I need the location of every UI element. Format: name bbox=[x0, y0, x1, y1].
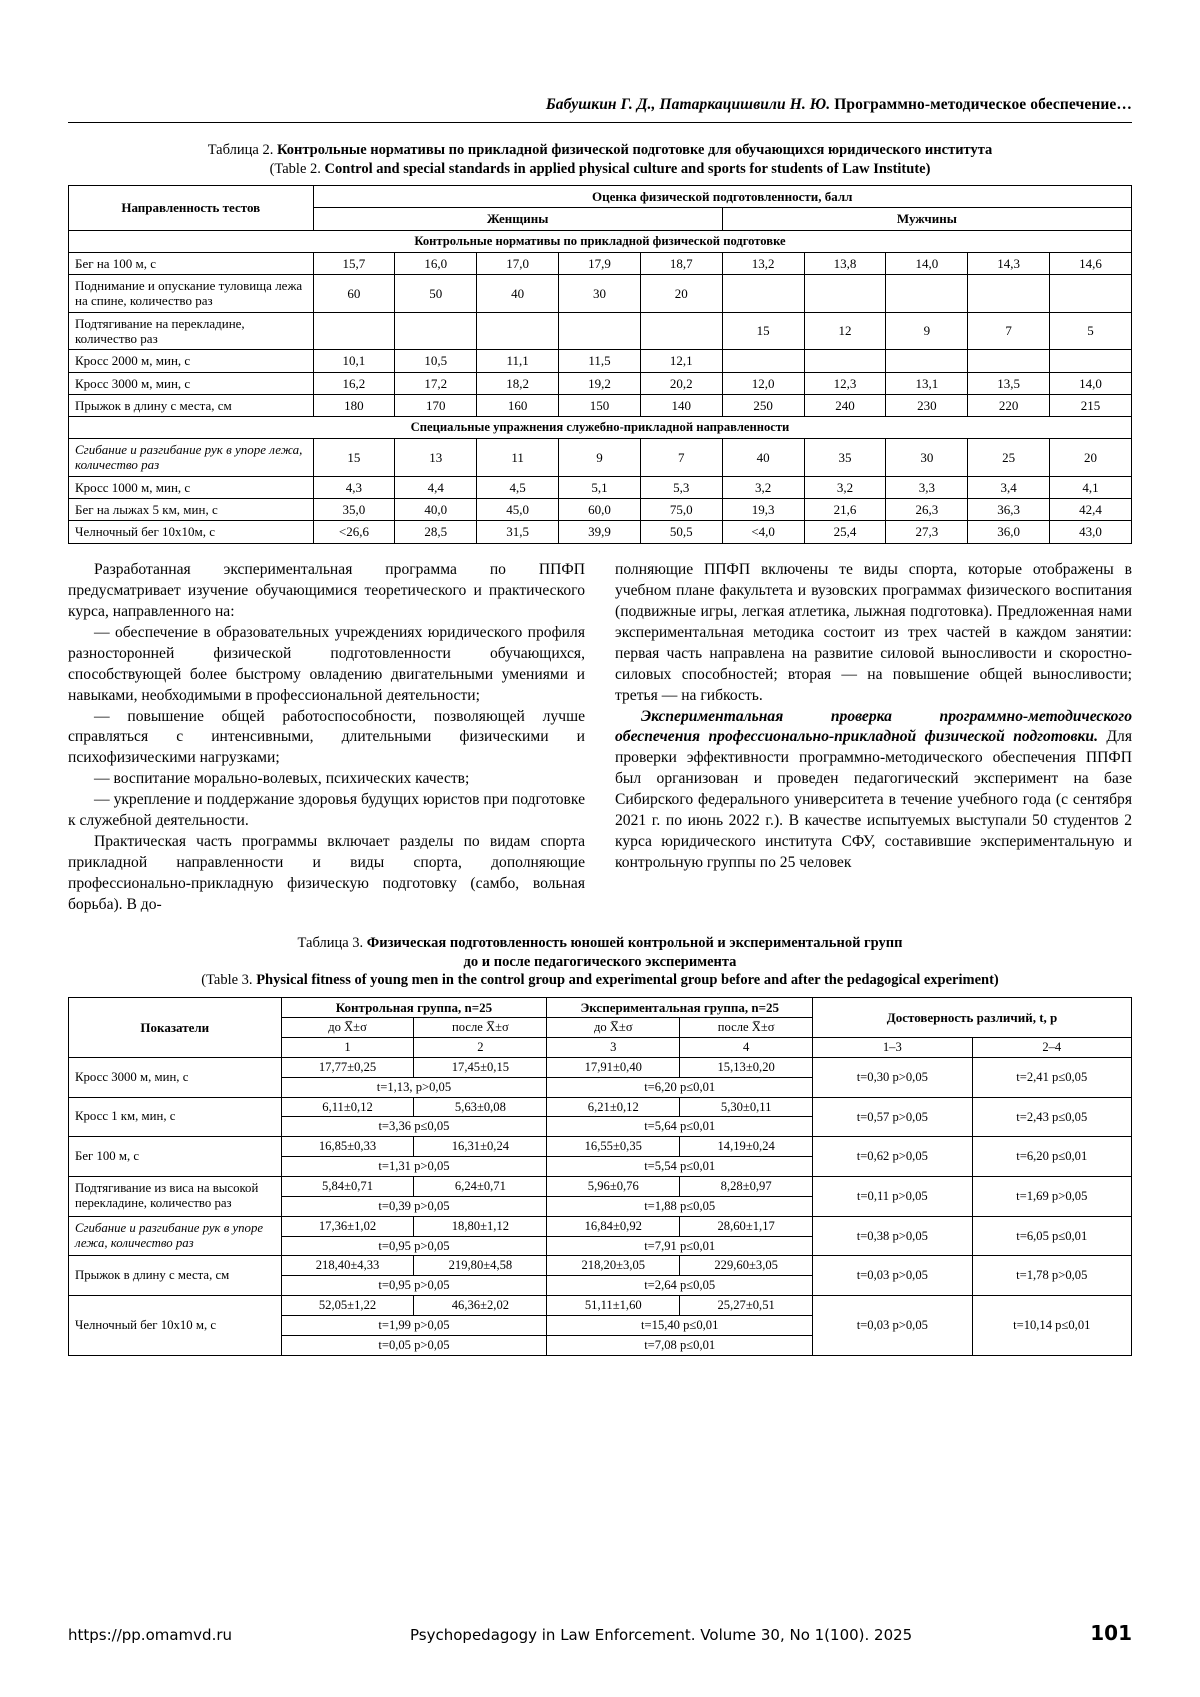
cell: 14,6 bbox=[1050, 252, 1132, 274]
th-col-4: 4 bbox=[680, 1038, 813, 1058]
cell: 7 bbox=[640, 439, 722, 477]
cell: 60 bbox=[313, 274, 395, 312]
running-head-title: Программно-методическое обеспечение… bbox=[830, 96, 1132, 113]
cell: 25 bbox=[968, 439, 1050, 477]
table-row bbox=[69, 1097, 1132, 1117]
cell: 16,2 bbox=[313, 372, 395, 394]
cell: 19,2 bbox=[559, 372, 641, 394]
th-test-direction: Направленность тестов bbox=[69, 186, 314, 231]
cell: t=6,20 p≤0,01 bbox=[972, 1137, 1131, 1177]
cell: 8,28±0,97 bbox=[680, 1177, 813, 1197]
row-label: Бег на лыжах 5 км, мин, с bbox=[69, 499, 314, 521]
cell: 27,3 bbox=[886, 521, 968, 543]
band-control-standards: Контрольные нормативы по прикладной физической подготовке bbox=[69, 230, 1132, 252]
table-physical-fitness bbox=[68, 997, 1132, 1356]
cell: t=15,40 p≤0,01 bbox=[547, 1316, 813, 1336]
cell: 3,3 bbox=[886, 476, 968, 498]
paragraph: полняющие ППФП включены те виды спорта, которые отображены в учебном плане факультета и вузовских программах физического воспитания (подвижные игры, легкая атлетика, лыжная подготовка). Предложенная нами экспериментальная методика состоит из трех частей в каждом занятии: первая часть направлена на развитие силовой выносливости и скоростно-силовых способностей; вторая — на повышение общей выносливости; третья — на гибкость. bbox=[615, 560, 1132, 704]
table-row bbox=[69, 1216, 1132, 1236]
cell: 180 bbox=[313, 394, 395, 416]
cell: t=0,05 p>0,05 bbox=[281, 1335, 547, 1355]
cell: 3,2 bbox=[722, 476, 804, 498]
cell: 35 bbox=[804, 439, 886, 477]
th-assessment: Оценка физической подготовленности, балл bbox=[313, 186, 1132, 208]
cell bbox=[395, 312, 477, 350]
cell: 5,63±0,08 bbox=[414, 1097, 547, 1117]
table2-caption-en-label: (Table 2. bbox=[269, 160, 321, 177]
cell: 14,19±0,24 bbox=[680, 1137, 813, 1157]
cell: 18,2 bbox=[477, 372, 559, 394]
cell: t=2,41 p≤0,05 bbox=[972, 1057, 1131, 1097]
cell: 20 bbox=[640, 274, 722, 312]
cell: t=1,99 p>0,05 bbox=[281, 1316, 547, 1336]
cell: 16,85±0,33 bbox=[281, 1137, 414, 1157]
paragraph bbox=[615, 707, 1132, 875]
row-label: Кросс 3000 м, мин, с bbox=[69, 1057, 282, 1097]
footer-page-number: 101 bbox=[1090, 1621, 1132, 1645]
header-rule bbox=[68, 122, 1132, 123]
cell bbox=[1050, 274, 1132, 312]
table3-caption-text: Физическая подготовленность юношей контрольной и экспериментальной групп bbox=[363, 935, 903, 952]
cell: 36,3 bbox=[968, 499, 1050, 521]
table3-caption-label: Таблица 3. bbox=[297, 935, 364, 952]
footer-journal: Psychopedagogy in Law Enforcement. Volume 30, No 1(100). 2025 bbox=[410, 1626, 913, 1644]
cell: t=2,43 p≤0,05 bbox=[972, 1097, 1131, 1137]
cell: 15 bbox=[313, 439, 395, 477]
table-row bbox=[69, 997, 1132, 1017]
cell: t=0,38 p>0,05 bbox=[813, 1216, 972, 1256]
cell: 10,1 bbox=[313, 350, 395, 372]
table2-caption bbox=[68, 141, 1132, 178]
cell: <4,0 bbox=[722, 521, 804, 543]
cell: 50,5 bbox=[640, 521, 722, 543]
cell: 35,0 bbox=[313, 499, 395, 521]
running-head-authors: Бабушкин Г. Д., Патаркацишвили Н. Ю. bbox=[545, 96, 831, 113]
cell: 12,0 bbox=[722, 372, 804, 394]
row-label: Кросс 3000 м, мин, с bbox=[69, 372, 314, 394]
paragraph: Практическая часть программы включает разделы по видам спорта прикладной направленности и виды спорта, дополняющие профессионально-прикладную физическую подготовку (самбо, вольная борьба). В до- bbox=[68, 833, 585, 914]
cell: 218,20±3,05 bbox=[547, 1256, 680, 1276]
cell: t=0,03 p>0,05 bbox=[813, 1256, 972, 1296]
cell: t=0,95 p>0,05 bbox=[281, 1276, 547, 1296]
table-row bbox=[69, 312, 1132, 350]
cell: 21,6 bbox=[804, 499, 886, 521]
cell: 40 bbox=[477, 274, 559, 312]
cell: 4,3 bbox=[313, 476, 395, 498]
paragraph: — обеспечение в образовательных учреждениях юридического профиля разносторонней физической подготовленности обучающихся, способствующей более быстрому овладению двигательными умениями и навыками, необходимыми в профессиональной деятельности; bbox=[68, 623, 585, 704]
cell bbox=[1050, 350, 1132, 372]
table3-caption-en-label: (Table 3. bbox=[201, 972, 253, 989]
cell: 20,2 bbox=[640, 372, 722, 394]
th-women: Женщины bbox=[313, 208, 722, 230]
cell: t=0,03 p>0,05 bbox=[813, 1296, 972, 1356]
th-significance: Достоверность различий, t, p bbox=[813, 997, 1132, 1037]
cell: t=0,11 p>0,05 bbox=[813, 1177, 972, 1217]
cell: t=1,13, p>0,05 bbox=[281, 1077, 547, 1097]
cell: 170 bbox=[395, 394, 477, 416]
th-col-3: 3 bbox=[547, 1038, 680, 1058]
cell: 50 bbox=[395, 274, 477, 312]
table-row bbox=[69, 274, 1132, 312]
table-row bbox=[69, 476, 1132, 498]
cell: 16,31±0,24 bbox=[414, 1137, 547, 1157]
cell: <26,6 bbox=[313, 521, 395, 543]
table2-caption-en-text: Control and special standards in applied physical culture and sports for students of Law Institute) bbox=[320, 160, 931, 177]
th-experimental-group: Экспериментальная группа, n=25 bbox=[547, 997, 813, 1017]
cell: 17,91±0,40 bbox=[547, 1057, 680, 1077]
row-label: Бег 100 м, с bbox=[69, 1137, 282, 1177]
cell: 20 bbox=[1050, 439, 1132, 477]
cell: 45,0 bbox=[477, 499, 559, 521]
th-col-2: 2 bbox=[414, 1038, 547, 1058]
cell bbox=[886, 274, 968, 312]
cell: 40,0 bbox=[395, 499, 477, 521]
section-lead-in: Экспериментальная проверка программно-методического обеспечения профессионально-прикладной физической подготовки. bbox=[615, 707, 1132, 746]
cell: 28,60±1,17 bbox=[680, 1216, 813, 1236]
table-row bbox=[69, 372, 1132, 394]
cell: t=0,30 p>0,05 bbox=[813, 1057, 972, 1097]
cell: 46,36±2,02 bbox=[414, 1296, 547, 1316]
row-label: Кросс 1000 м, мин, с bbox=[69, 476, 314, 498]
cell: 220 bbox=[968, 394, 1050, 416]
footer-url[interactable]: https://pp.omamvd.ru bbox=[68, 1626, 233, 1644]
cell: 11,1 bbox=[477, 350, 559, 372]
cell: 5,3 bbox=[640, 476, 722, 498]
cell: 230 bbox=[886, 394, 968, 416]
cell: 17,77±0,25 bbox=[281, 1057, 414, 1077]
row-label: Сгибание и разгибание рук в упоре лежа, количество раз bbox=[69, 1216, 282, 1256]
cell: t=1,88 p≤0,05 bbox=[547, 1196, 813, 1216]
cell: 6,11±0,12 bbox=[281, 1097, 414, 1117]
cell: 215 bbox=[1050, 394, 1132, 416]
th-men: Мужчины bbox=[722, 208, 1131, 230]
row-label: Бег на 100 м, с bbox=[69, 252, 314, 274]
table-row bbox=[69, 394, 1132, 416]
cell: 52,05±1,22 bbox=[281, 1296, 414, 1316]
cell: 17,0 bbox=[477, 252, 559, 274]
cell: 30 bbox=[559, 274, 641, 312]
table-row bbox=[69, 252, 1132, 274]
row-label: Прыжок в длину с места, см bbox=[69, 1256, 282, 1296]
cell: 12,1 bbox=[640, 350, 722, 372]
cell: 14,0 bbox=[886, 252, 968, 274]
cell: 250 bbox=[722, 394, 804, 416]
table2-caption-label: Таблица 2. bbox=[207, 142, 274, 158]
table-row bbox=[69, 417, 1132, 439]
cell bbox=[722, 274, 804, 312]
cell: 11,5 bbox=[559, 350, 641, 372]
cell: 3,2 bbox=[804, 476, 886, 498]
cell: 10,5 bbox=[395, 350, 477, 372]
th-control-after: после X̅±σ bbox=[414, 1018, 547, 1038]
cell: 19,3 bbox=[722, 499, 804, 521]
cell: 16,84±0,92 bbox=[547, 1216, 680, 1236]
table-row bbox=[69, 350, 1132, 372]
cell: 30 bbox=[886, 439, 968, 477]
cell: t=7,91 p≤0,01 bbox=[547, 1236, 813, 1256]
th-control-before: до X̅±σ bbox=[281, 1018, 414, 1038]
cell bbox=[886, 350, 968, 372]
table-row bbox=[69, 1057, 1132, 1077]
running-head bbox=[68, 0, 1132, 114]
cell: 5 bbox=[1050, 312, 1132, 350]
table-row bbox=[69, 439, 1132, 477]
cell: 13 bbox=[395, 439, 477, 477]
page-footer bbox=[68, 1621, 1132, 1645]
cell: 36,0 bbox=[968, 521, 1050, 543]
paragraph: Разработанная экспериментальная программа по ППФП предусматривает изучение обучающимися теоретического и практического курса, направленного на: bbox=[68, 560, 585, 620]
cell: 7 bbox=[968, 312, 1050, 350]
cell: 4,4 bbox=[395, 476, 477, 498]
cell bbox=[640, 312, 722, 350]
table3-caption-line2: до и после педагогического эксперимента bbox=[463, 953, 737, 970]
cell: t=0,95 p>0,05 bbox=[281, 1236, 547, 1256]
cell bbox=[968, 350, 1050, 372]
cell: 51,11±1,60 bbox=[547, 1296, 680, 1316]
cell: 26,3 bbox=[886, 499, 968, 521]
th-col-1: 1 bbox=[281, 1038, 414, 1058]
table-row bbox=[69, 186, 1132, 208]
paragraph-text: Для проверки эффективности программно-методического обеспечения ППФП был организован и проведен педагогический эксперимент на базе Сибирского федерального университета в течение учебного года (с сентября 2021 г. по июнь 2022 г.). В качестве испытуемых выступали 50 студентов 2 курса юридического института СФУ, составившие экспериментальную и контрольную группы по 25 человек bbox=[615, 728, 1132, 872]
cell: 31,5 bbox=[477, 521, 559, 543]
th-control-group: Контрольная группа, n=25 bbox=[281, 997, 547, 1017]
cell: 18,80±1,12 bbox=[414, 1216, 547, 1236]
cell: 11 bbox=[477, 439, 559, 477]
cell: 40 bbox=[722, 439, 804, 477]
cell: 9 bbox=[886, 312, 968, 350]
cell: 42,4 bbox=[1050, 499, 1132, 521]
body-column-right bbox=[615, 560, 1132, 916]
row-label: Подтягивание из виса на высокой перекладине, количество раз bbox=[69, 1177, 282, 1217]
th-exp-after: после X̅±σ bbox=[680, 1018, 813, 1038]
cell: t=10,14 p≤0,01 bbox=[972, 1296, 1131, 1356]
table-row bbox=[69, 499, 1132, 521]
cell bbox=[477, 312, 559, 350]
cell bbox=[313, 312, 395, 350]
cell: 15,13±0,20 bbox=[680, 1057, 813, 1077]
cell bbox=[722, 350, 804, 372]
cell: t=1,69 p>0,05 bbox=[972, 1177, 1131, 1217]
table-row bbox=[69, 1296, 1132, 1316]
cell: 14,0 bbox=[1050, 372, 1132, 394]
body-column-left bbox=[68, 560, 585, 916]
cell: t=0,62 p>0,05 bbox=[813, 1137, 972, 1177]
cell: t=6,05 p≤0,01 bbox=[972, 1216, 1131, 1256]
body-columns bbox=[68, 560, 1132, 916]
table-row bbox=[69, 521, 1132, 543]
row-label: Кросс 2000 м, мин, с bbox=[69, 350, 314, 372]
cell: 5,84±0,71 bbox=[281, 1177, 414, 1197]
row-label: Подтягивание на перекладине, количество раз bbox=[69, 312, 314, 350]
paragraph: — воспитание морально-волевых, психических качеств; bbox=[94, 770, 470, 788]
band-special-exercises: Специальные упражнения служебно-прикладной направленности bbox=[69, 417, 1132, 439]
cell: 39,9 bbox=[559, 521, 641, 543]
cell: 13,8 bbox=[804, 252, 886, 274]
table-row bbox=[69, 1177, 1132, 1197]
th-indicators: Показатели bbox=[69, 997, 282, 1057]
cell: 13,5 bbox=[968, 372, 1050, 394]
table-row bbox=[69, 1137, 1132, 1157]
cell: 240 bbox=[804, 394, 886, 416]
paragraph: — повышение общей работоспособности, позволяющей лучше справляться с интенсивными, длительными физическими и психофизическими нагрузками; bbox=[68, 707, 585, 767]
cell: 219,80±4,58 bbox=[414, 1256, 547, 1276]
cell: t=2,64 p≤0,05 bbox=[547, 1276, 813, 1296]
cell: 16,0 bbox=[395, 252, 477, 274]
table2-caption-text: Контрольные нормативы по прикладной физической подготовке для обучающихся юридического института bbox=[273, 142, 993, 158]
th-exp-before: до X̅±σ bbox=[547, 1018, 680, 1038]
cell: 12,3 bbox=[804, 372, 886, 394]
cell: 14,3 bbox=[968, 252, 1050, 274]
row-label: Челночный бег 10х10 м, с bbox=[69, 1296, 282, 1356]
cell: 28,5 bbox=[395, 521, 477, 543]
cell: 13,1 bbox=[886, 372, 968, 394]
cell: 25,27±0,51 bbox=[680, 1296, 813, 1316]
cell: 5,1 bbox=[559, 476, 641, 498]
cell: 17,9 bbox=[559, 252, 641, 274]
cell: 15,7 bbox=[313, 252, 395, 274]
table-row bbox=[69, 230, 1132, 252]
cell: 218,40±4,33 bbox=[281, 1256, 414, 1276]
cell: 5,30±0,11 bbox=[680, 1097, 813, 1117]
cell: 17,2 bbox=[395, 372, 477, 394]
cell: 5,96±0,76 bbox=[547, 1177, 680, 1197]
cell: 140 bbox=[640, 394, 722, 416]
cell bbox=[804, 274, 886, 312]
cell: t=0,57 p>0,05 bbox=[813, 1097, 972, 1137]
cell: t=0,39 p>0,05 bbox=[281, 1196, 547, 1216]
cell: t=7,08 p≤0,01 bbox=[547, 1335, 813, 1355]
cell bbox=[968, 274, 1050, 312]
cell: 43,0 bbox=[1050, 521, 1132, 543]
row-label: Челночный бег 10х10м, с bbox=[69, 521, 314, 543]
cell: 150 bbox=[559, 394, 641, 416]
cell: 60,0 bbox=[559, 499, 641, 521]
cell: t=5,54 p≤0,01 bbox=[547, 1157, 813, 1177]
table3-caption-en-text: Physical fitness of young men in the control group and experimental group before and after the pedagogical experiment) bbox=[252, 972, 999, 989]
cell bbox=[559, 312, 641, 350]
cell: 16,55±0,35 bbox=[547, 1137, 680, 1157]
cell: 9 bbox=[559, 439, 641, 477]
cell: 160 bbox=[477, 394, 559, 416]
cell: 15 bbox=[722, 312, 804, 350]
row-label: Поднимание и опускание туловища лежа на спине, количество раз bbox=[69, 274, 314, 312]
cell: 18,7 bbox=[640, 252, 722, 274]
row-label: Прыжок в длину с места, см bbox=[69, 394, 314, 416]
table-control-standards bbox=[68, 185, 1132, 544]
paragraph: — укрепление и поддержание здоровья будущих юристов при подготовке к служебной деятельности. bbox=[68, 791, 585, 830]
table-row bbox=[69, 1256, 1132, 1276]
cell: 17,45±0,15 bbox=[414, 1057, 547, 1077]
cell: t=3,36 p≤0,05 bbox=[281, 1117, 547, 1137]
cell: 6,21±0,12 bbox=[547, 1097, 680, 1117]
cell: t=1,78 p>0,05 bbox=[972, 1256, 1131, 1296]
th-cmp-2-4: 2–4 bbox=[972, 1038, 1131, 1058]
cell: 6,24±0,71 bbox=[414, 1177, 547, 1197]
cell: 229,60±3,05 bbox=[680, 1256, 813, 1276]
cell: t=5,64 p≤0,01 bbox=[547, 1117, 813, 1137]
row-label: Сгибание и разгибание рук в упоре лежа, количество раз bbox=[69, 439, 314, 477]
cell: 4,1 bbox=[1050, 476, 1132, 498]
cell: 13,2 bbox=[722, 252, 804, 274]
table3-caption bbox=[68, 934, 1132, 990]
cell: 75,0 bbox=[640, 499, 722, 521]
cell bbox=[804, 350, 886, 372]
cell: 12 bbox=[804, 312, 886, 350]
cell: t=1,31 p>0,05 bbox=[281, 1157, 547, 1177]
cell: 25,4 bbox=[804, 521, 886, 543]
th-cmp-1-3: 1–3 bbox=[813, 1038, 972, 1058]
row-label: Кросс 1 км, мин, с bbox=[69, 1097, 282, 1137]
cell: 3,4 bbox=[968, 476, 1050, 498]
cell: 4,5 bbox=[477, 476, 559, 498]
cell: 17,36±1,02 bbox=[281, 1216, 414, 1236]
cell: t=6,20 p≤0,01 bbox=[547, 1077, 813, 1097]
